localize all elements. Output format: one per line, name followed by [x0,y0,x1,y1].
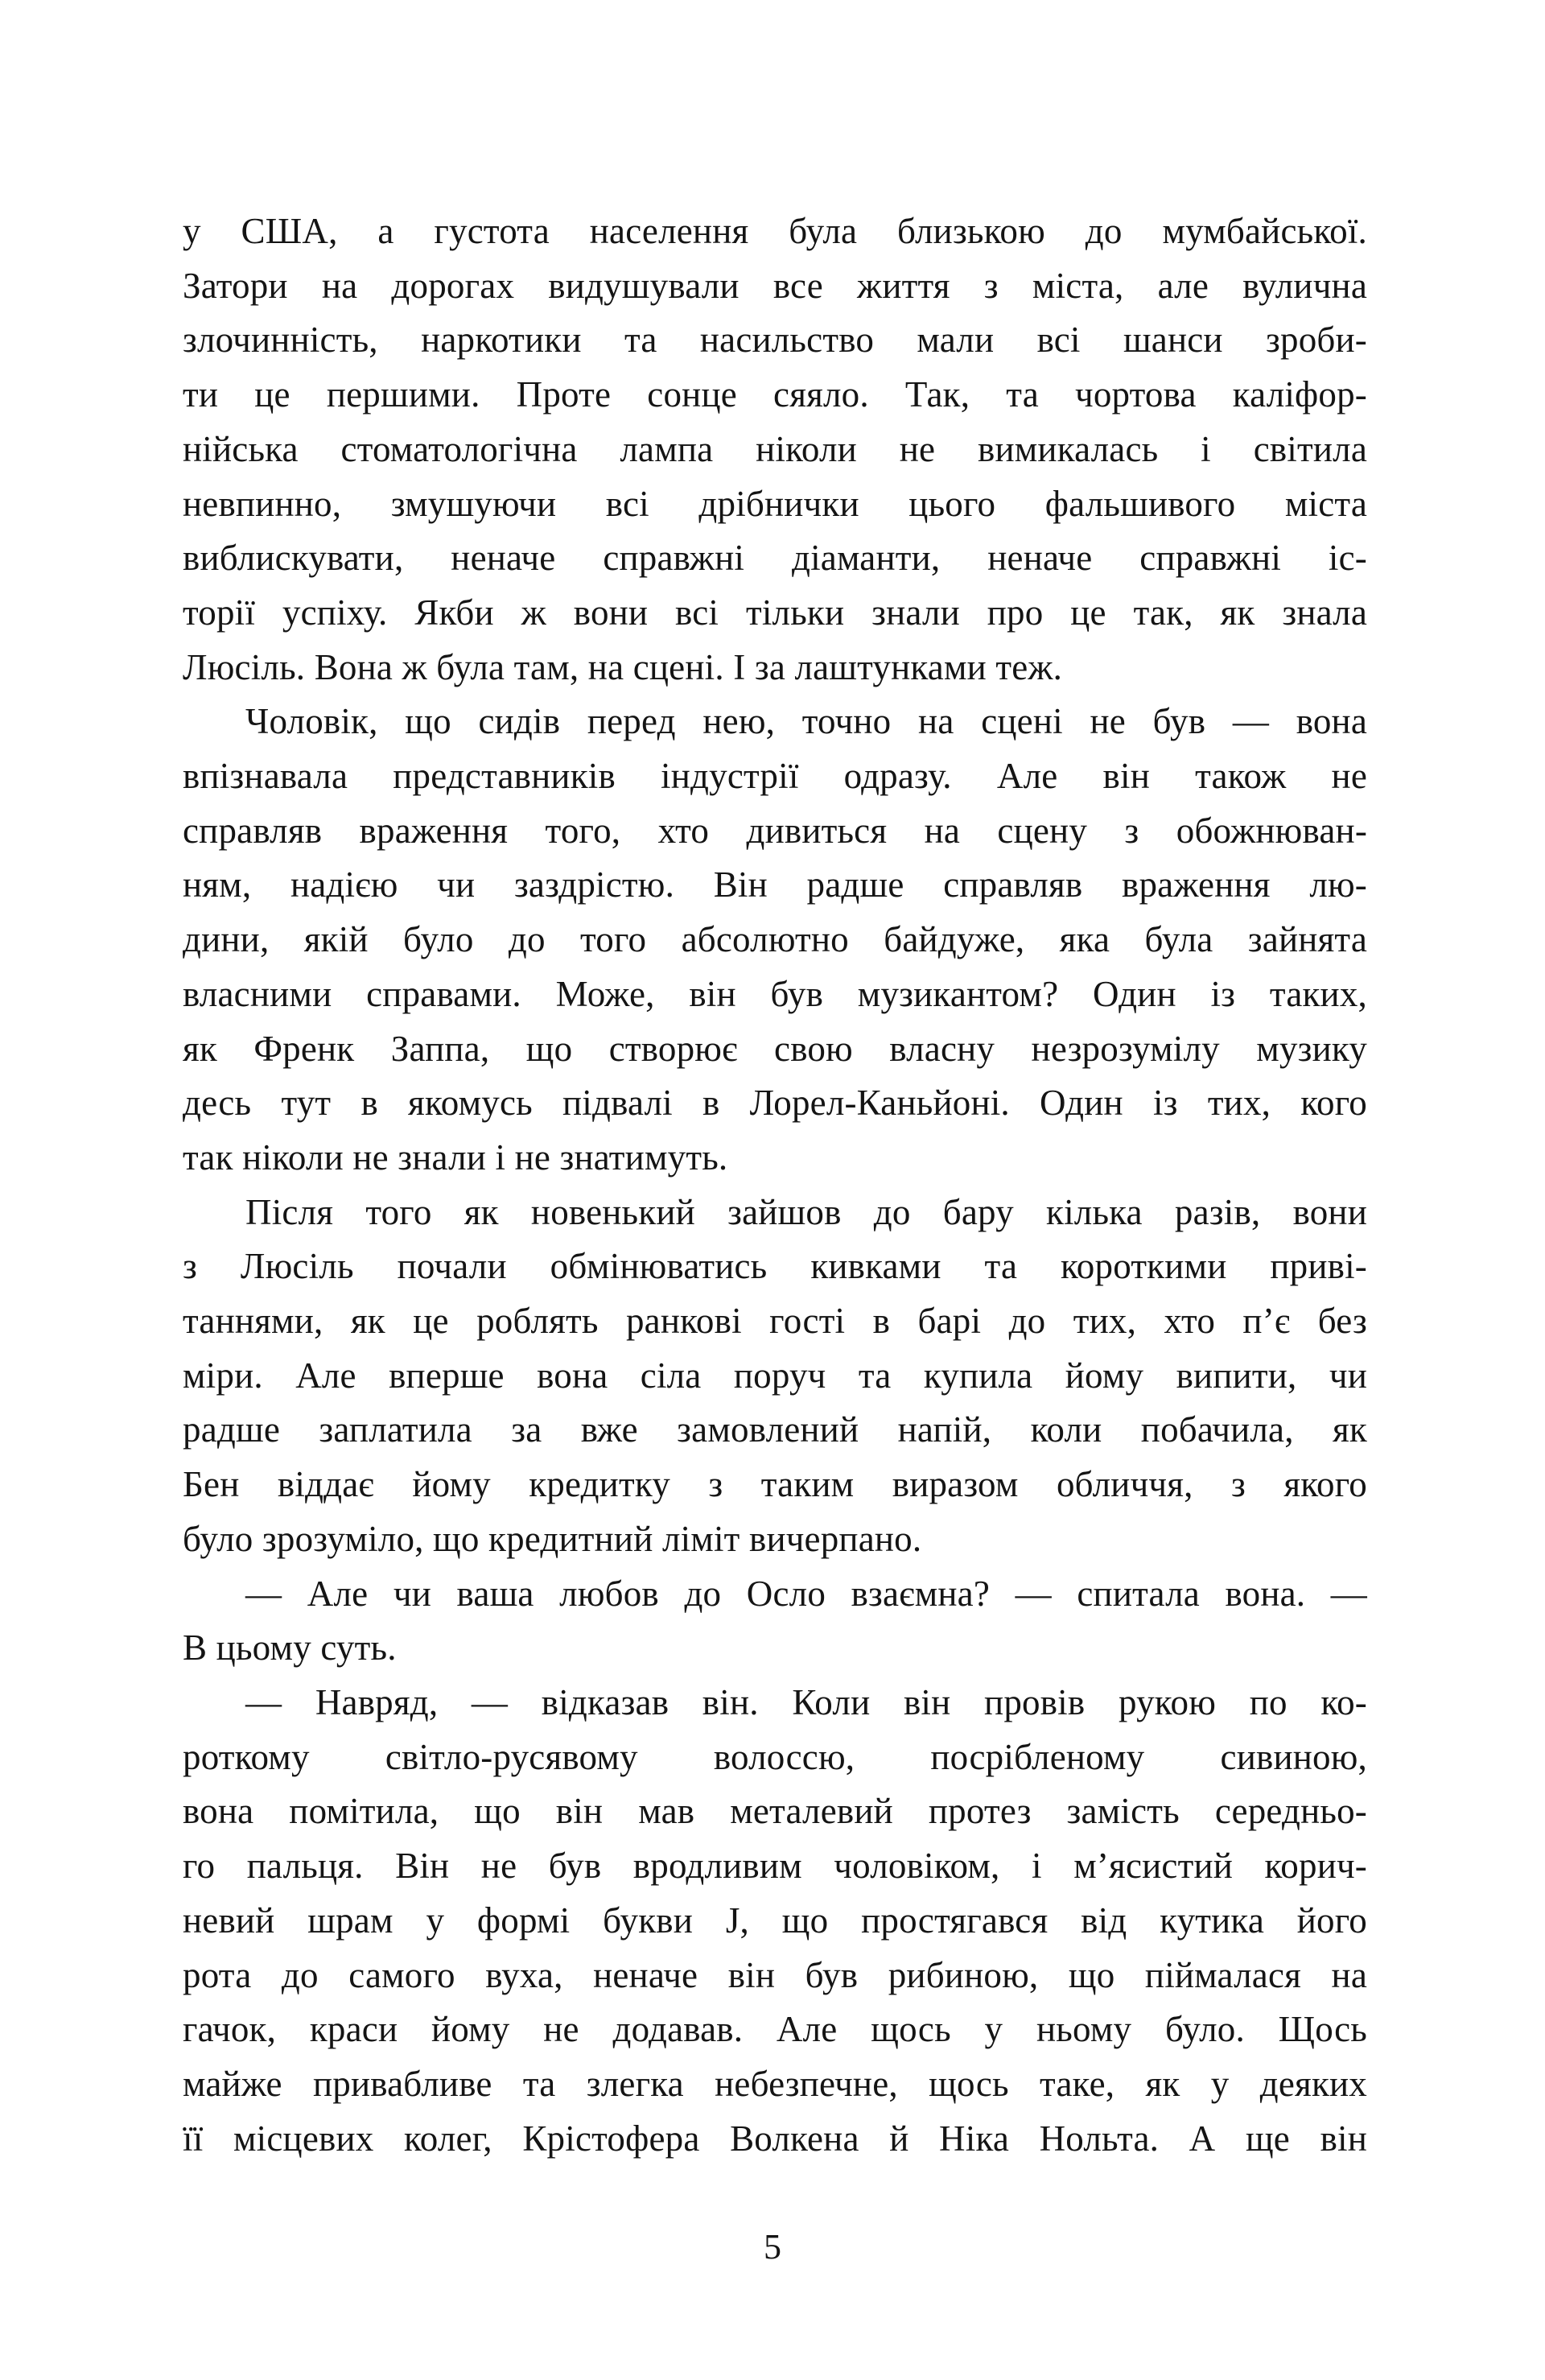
page-text-block [183,204,1367,2166]
text-line: майже привабливе та злегка небезпечне, щось таке, як у деяких [183,2063,1367,2104]
text-line: гачок, краси йому не додавав. Але щось у ньому було. Щось [183,2009,1367,2050]
text-line: Бен віддає йому кредитку з таким виразом обличчя, з якого [183,1464,1367,1505]
text-line: справляв враження того, хто дивиться на сцену з обожнюван- [183,810,1367,851]
text-line: як Френк Заппа, що створює свою власну незрозумілу музику [183,1028,1367,1069]
text-line: невпинно, змушуючи всі дрібнички цього фальшивого міста [183,483,1367,524]
text-line: торії успіху. Якби ж вони всі тільки знали про це так, як знала [183,592,1367,633]
text-line: власними справами. Може, він був музикантом? Один із таких, [183,973,1367,1014]
text-line: Затори на дорогах видушували все життя з міста, але вулична [183,265,1367,306]
text-line: невий шрам у формі букви J, що простягався від кутика його [183,1899,1367,1941]
text-line: впізнавала представників індустрії одразу. Але він також не [183,756,1367,797]
text-line: дини, якій було до того абсолютно байдуже, яка була зайнята [183,919,1367,960]
text-line: таннями, як це роблять ранкові гості в барі до тих, хто п’є без [183,1301,1367,1342]
text-line: нійська стоматологічна лампа ніколи не вимикалась і світила [183,428,1367,469]
text-line: радше заплатила за вже замовлений напій, коли побачила, як [183,1409,1367,1450]
page-number: 5 [764,2227,781,2267]
text-line: виблискувати, неначе справжні діаманти, неначе справжні іс- [183,538,1367,579]
text-line: вона помітила, що він мав металевий протез замість середньо- [183,1791,1367,1832]
text-line: з Люсіль почали обмінюватись кивками та короткими приві- [183,1246,1367,1287]
text-line: було зрозуміло, що кредитний ліміт вичерпано. [183,1518,922,1559]
text-line: рота до самого вуха, неначе він був рибиною, що піймалася на [183,1954,1367,1995]
text-line: Чоловік, що сидів перед нею, точно на сцені не був — вона [245,701,1367,742]
text-line: роткому світло-русявому волоссю, посрібленому сивиною, [183,1736,1367,1777]
text-line: десь тут в якомусь підвалі в Лорел-Каньйоні. Один із тих, кого [183,1083,1367,1124]
text-line: Після того як новенький зайшов до бару кілька разів, вони [245,1191,1367,1232]
text-line: злочинність, наркотики та насильство мали всі шанси зроби- [183,320,1367,361]
text-line: — Навряд, — відказав він. Коли він провів рукою по ко- [245,1681,1367,1722]
text-line: ням, надією чи заздрістю. Він радше справляв враження лю- [183,864,1367,905]
text-line: Люсіль. Вона ж була там, на сцені. І за лаштунками теж. [183,646,1063,687]
text-line: го пальця. Він не був вродливим чоловіком, і м’ясистий корич- [183,1846,1367,1887]
text-line: ти це першими. Проте сонце сяяло. Так, та чортова каліфор- [183,374,1367,415]
text-line: так ніколи не знали і не знатимуть. [183,1136,728,1178]
text-line: В цьому суть. [183,1627,397,1668]
text-line: — Але чи ваша любов до Осло взаємна? — спитала вона. — [245,1573,1367,1614]
text-line: міри. Але вперше вона сіла поруч та купила йому випити, чи [183,1355,1367,1396]
text-line: її місцевих колег, Крістофера Волкена й Ніка Нольта. А ще він [183,2118,1367,2159]
text-line: у США, а густота населення була близькою до мумбайської. [183,211,1367,251]
